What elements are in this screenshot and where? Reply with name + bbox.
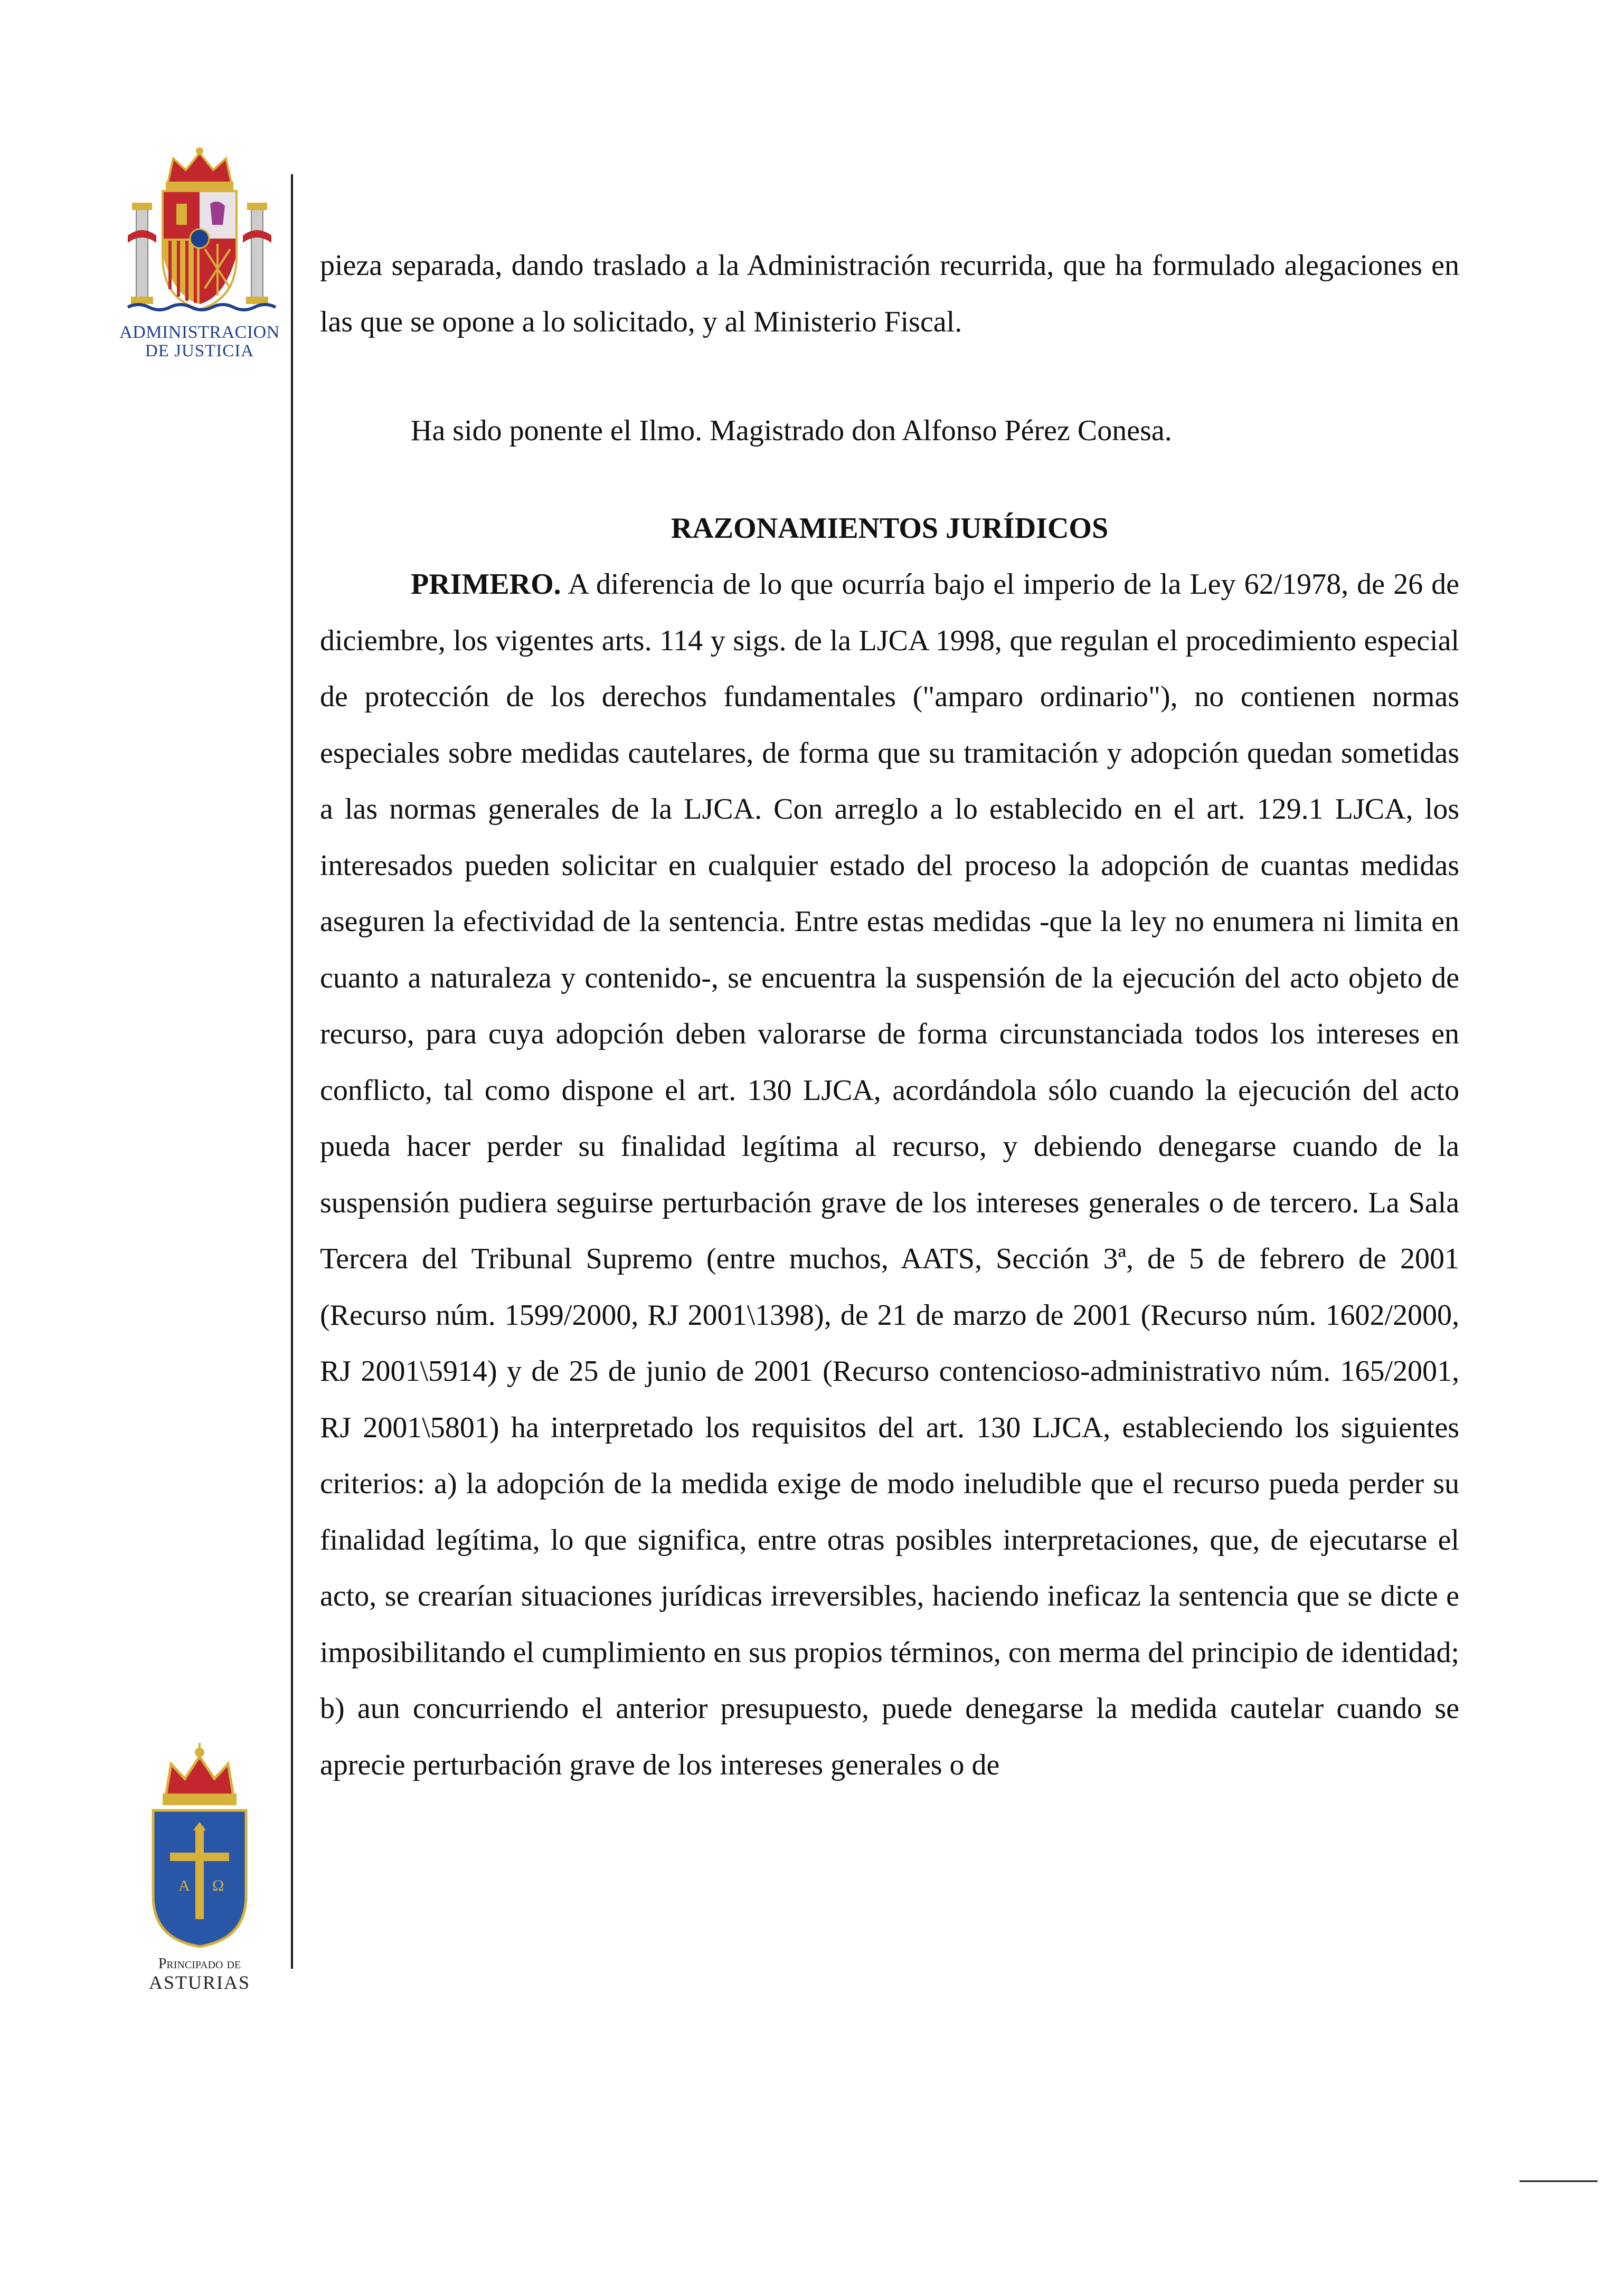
principado-asturias-logo xyxy=(141,1738,258,2001)
asturias-coat-of-arms-icon xyxy=(141,1738,258,1949)
footer-rule xyxy=(1519,2180,1598,2182)
paragraph-ponente: Ha sido ponente el Ilmo. Magistrado don Alfonso Pérez Conesa. xyxy=(411,414,1172,447)
margin-rule xyxy=(291,174,293,1969)
document-body xyxy=(320,238,1459,1793)
paragraph-primero-body: A diferencia de lo que ocurría bajo el imperio de la Ley 62/1978, de 26 de diciembre, los vigentes arts. 114 y sigs. de la LJCA 1998, que regulan el procedimiento especial de protección de los derechos fundamentales ("amparo ordinario"), no contienen normas especiales sobre medidas cautelares, de forma que su tramitación y adopción quedan sometidas a las normas generales de la LJCA. Con arreglo a lo establecido en el art. 129.1 LJCA, los interesados pueden solicitar en cualquier estado del proceso la adopción de cuantas medidas aseguren la efectividad de la sentencia. Entre estas medidas -que la ley no enumera ni limita en cuanto a naturaleza y contenido-, se encuentra la suspensión de la ejecución del acto objeto de recurso, para cuya adopción deben valorarse de forma circunstanciada todos los intereses en conflicto, tal como dispone el art. 130 LJCA, acordándola sólo cuando la ejecución del acto pueda hacer perder su finalidad legítima al recurso, y debiendo denegarse cuando de la suspensión pudiera seguirse perturbación grave de los intereses generales o de tercero. La Sala Tercera del Tribunal Supremo (entre muchos, AATS, Sección 3ª, de 5 de febrero de 2001 (Recurso núm. 1599/2000, RJ 2001\1398), de 21 de marzo de 2001 (Recurso núm. 1602/2000, RJ 2001\5914) y de 25 de junio de 2001 (Recurso contencioso-administrativo núm. 165/2001, RJ 2001\5801) ha interpretado los requisitos del art. 130 LJCA, estableciendo los siguientes criterios: a) la adopción de la medida exige de modo ineludible que el recurso pueda perder su finalidad legítima, lo que significa, entre otras posibles interpretaciones, que, de ejecutarse el acto, se crearían situaciones jurídicas irreversibles, haciendo ineficaz la sentencia que se dicte e imposibilitando el cumplimiento en sus propios términos, con merma del principio de identidad; b) aun concurriendo el anterior presupuesto, puede denegarse la medida cautelar cuando se aprecie perturbación grave de los intereses generales o de xyxy=(320,568,1459,1781)
paragraph-pieza-separada: pieza separada, dando traslado a la Administración recurrida, que ha formulado alegaciones en las que se opone a lo solicitado, y al Ministerio Fiscal. xyxy=(320,249,1459,338)
paragraph-primero xyxy=(320,556,1459,1793)
section-heading: RAZONAMIENTOS JURÍDICOS xyxy=(671,511,1109,545)
logo-caption-line1: ADMINISTRACION xyxy=(119,322,280,342)
svg-text:A: A xyxy=(178,1877,190,1894)
logo-caption-line1: Principado de xyxy=(158,1956,241,1972)
administracion-justicia-logo xyxy=(117,146,282,367)
svg-text:Ω: Ω xyxy=(212,1877,224,1894)
spain-coat-of-arms-icon xyxy=(117,146,282,320)
logo-caption-line2: DE JUSTICIA xyxy=(145,341,254,360)
paragraph-lead: PRIMERO. xyxy=(411,568,561,601)
logo-caption-line2: ASTURIAS xyxy=(148,1971,251,1993)
